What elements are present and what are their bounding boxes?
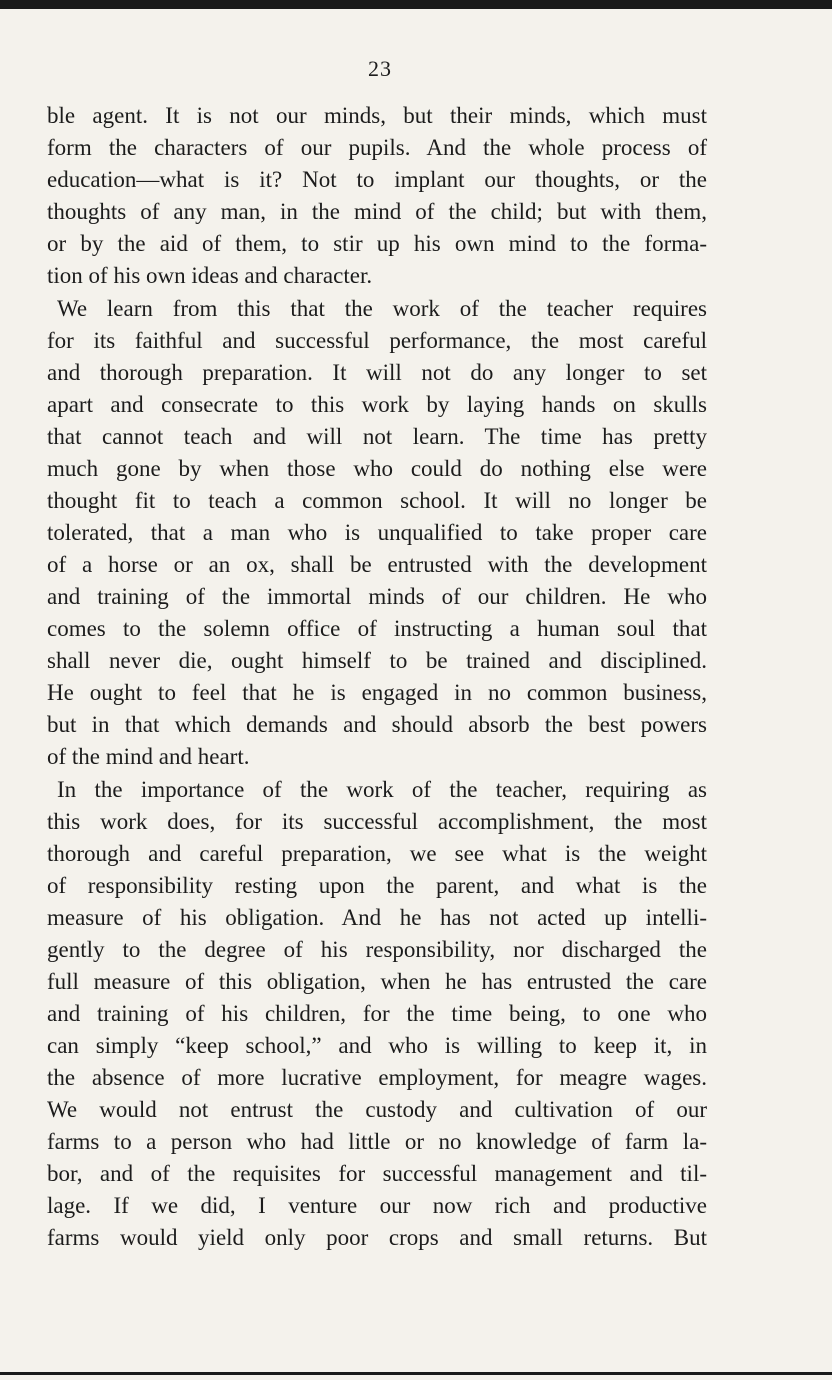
text-line: but in that which demands and should absorb the best powers [47, 712, 707, 737]
text-line: much gone by when those who could do nothing else were [47, 456, 707, 481]
text-line: of a horse or an ox, shall be entrusted with the development [47, 552, 707, 577]
text-line: form the characters of our pupils. And the whole process of [47, 135, 707, 160]
text-line: comes to the solemn office of instructing a human soul that [47, 616, 707, 641]
text-line: or by the aid of them, to stir up his own mind to the forma- [47, 231, 707, 256]
text-line: thorough and careful preparation, we see what is the weight [47, 841, 707, 866]
text-line: that cannot teach and will not learn. The time has pretty [47, 424, 707, 449]
text-line: He ought to feel that he is engaged in no common business, [47, 680, 707, 705]
text-line: gently to the degree of his responsibility, nor discharged the [47, 937, 707, 962]
text-line: ble agent. It is not our minds, but their minds, which must [47, 103, 707, 128]
text-line: apart and consecrate to this work by laying hands on skulls [47, 392, 707, 417]
bottom-edge-rule [0, 1372, 832, 1375]
text-line: for its faithful and successful performance, the most careful [47, 328, 707, 353]
text-line: the absence of more lucrative employment, for meagre wages. [47, 1065, 707, 1090]
text-line: In the importance of the work of the teacher, requiring as [57, 777, 707, 802]
text-line: and thorough preparation. It will not do any longer to set [47, 360, 707, 385]
text-line: can simply “keep school,” and who is willing to keep it, in [47, 1033, 707, 1058]
text-line: this work does, for its successful accomplishment, the most [47, 809, 707, 834]
text-line: and training of the immortal minds of our children. He who [47, 584, 707, 609]
text-line: tion of his own ideas and character. [47, 263, 373, 288]
page-number: 23 [368, 56, 392, 81]
text-line: and training of his children, for the time being, to one who [47, 1001, 707, 1026]
text-line: lage. If we did, I venture our now rich and productive [47, 1193, 707, 1218]
text-line: full measure of this obligation, when he has entrusted the care [47, 969, 707, 994]
text-line: tolerated, that a man who is unqualified to take proper care [47, 520, 707, 545]
text-line: We learn from this that the work of the teacher requires [57, 296, 707, 321]
text-line: bor, and of the requisites for successful management and til- [47, 1161, 707, 1186]
text-line: thoughts of any man, in the mind of the child; but with them, [47, 199, 707, 224]
text-line: thought fit to teach a common school. It will no longer be [47, 488, 707, 513]
text-line: We would not entrust the custody and cultivation of our [47, 1097, 707, 1122]
text-line: of responsibility resting upon the parent, and what is the [47, 873, 707, 898]
text-line: education—what is it? Not to implant our thoughts, or the [47, 167, 707, 192]
text-line: of the mind and heart. [47, 744, 250, 769]
text-line: farms would yield only poor crops and small returns. But [47, 1225, 707, 1250]
text-line: shall never die, ought himself to be trained and disciplined. [47, 648, 707, 673]
text-line: measure of his obligation. And he has not acted up intelli- [47, 905, 707, 930]
top-edge-rule [0, 0, 832, 9]
text-line: farms to a person who had little or no knowledge of farm la- [47, 1129, 707, 1154]
